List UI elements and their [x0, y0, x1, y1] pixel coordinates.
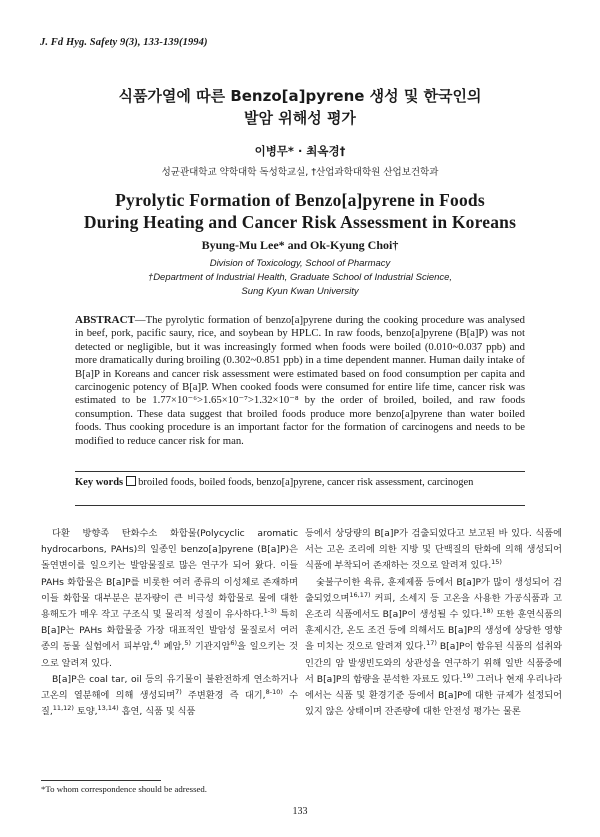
body-text: 그러나 현재 우리나라에서는 식품 및 환경기준 등에서 B[a]P에 대한 규제가 설정되어 있지 않은 상태이며 잔존량에 대한 안전성 평가는 물론	[305, 673, 562, 718]
body-text: 등에서 상당량의 B[a]P가 검출되었다고 보고된 바 있다. 식품에서는 고온 조리에 의한 지방 및 단백질의 탄화에 의해 생성되어 식품에 부착되어 존재하는 것으로 알려져 있다.	[305, 528, 562, 572]
reference-marker: 5)	[184, 639, 191, 648]
body-column-right	[305, 526, 562, 720]
body-text: 폐암,	[159, 641, 185, 653]
body-text: 커피, 소세지 등 고온을 사용한 가공식품과 고온조리 식품에서도 B[a]P이 생성될 수 있다.	[305, 592, 562, 621]
keywords-top-rule	[75, 471, 525, 472]
body-text: 토양,	[73, 706, 98, 718]
body-paragraph	[41, 672, 298, 721]
korean-title-line2: 발암 위해성 평가	[244, 109, 356, 127]
reference-marker: 8-10)	[265, 688, 283, 697]
reference-marker: 1-3)	[263, 607, 277, 616]
body-paragraph	[305, 575, 562, 721]
body-text: 또한 훈연식품의 훈제시간, 온도 조건 등에 의해서도 B[a]P의 생성에 상당한 영향을 미치는 것으로 알려져 있다.	[305, 609, 563, 653]
english-title-line2: During Heating and Cancer Risk Assessment in Koreans	[83, 212, 517, 232]
reference-marker: 4)	[153, 639, 160, 648]
english-authors: Byung-Mu Lee* and Ok-Kyung Choi†	[201, 238, 399, 252]
checkbox-square-icon	[126, 476, 136, 486]
body-text: 숯불구이한 육류, 훈제제품 등에서 B[a]P가 많이 생성되어 검출되었으며	[305, 576, 562, 604]
page-number: 133	[292, 806, 308, 817]
english-affiliation-line2: †Department of Industrial Health, Graduate School of Industrial Science,	[147, 272, 453, 283]
body-text: 주변환경 즉 대기,	[181, 690, 266, 702]
reference-marker: 11,12)	[52, 704, 74, 713]
body-text: B[a]P이 함유된 식품의 섭취와 인간의 암 발생빈도와의 상관성을 연구하기 위해 일반 식품중에서 B[a]P의 함량을 분석한 자료도 있다.	[305, 641, 562, 685]
footnote: *To whom correspondence should be adressed.	[41, 784, 207, 794]
keywords	[75, 476, 525, 490]
english-affiliation-line3: Sung Kyun Kwan University	[241, 286, 359, 297]
journal-reference: J. Fd Hyg. Safety 9(3), 133-139(1994)	[40, 37, 208, 48]
body-text: 흡연, 식품 및 식품	[118, 706, 196, 718]
abstract-heading: ABSTRACT	[75, 314, 135, 326]
english-affiliation-line1: Division of Toxicology, School of Pharmacy	[209, 258, 391, 269]
english-title-line1: Pyrolytic Formation of Benzo[a]pyrene in Foods	[115, 190, 485, 210]
body-text: 수질,	[41, 690, 299, 718]
korean-authors: 이병무* · 최옥경†	[254, 144, 346, 158]
keywords-label: Key words	[75, 477, 124, 488]
body-text: 기관지암	[191, 641, 231, 653]
reference-marker: 15)	[491, 558, 502, 567]
korean-title-line1: 식품가열에 따른 Benzo[a]pyrene 생성 및 한국인의	[118, 87, 482, 105]
abstract	[75, 314, 525, 448]
keywords-text: broiled foods, boiled foods, benzo[a]pyrene, cancer risk assessment, carcinogen	[138, 477, 474, 488]
body-paragraph	[41, 526, 298, 672]
reference-marker: 6)	[230, 639, 238, 648]
body-text: 을 일으키는 것으로 알려져 있다.	[41, 641, 298, 669]
body-text: B[a]P은 coal tar, oil 등의 유기물이 불완전하게 연소하거나 고온의 열분해에 의해 생성되며	[41, 673, 298, 702]
reference-marker: 16,17)	[349, 590, 371, 599]
body-column-left	[41, 526, 298, 720]
reference-marker: 17)	[426, 639, 437, 648]
reference-marker: 18)	[482, 607, 494, 616]
footnote-rule	[41, 780, 161, 781]
body-text: 다환 방향족 탄화수소 화합물(Polycyclic aromatic hydrocarbons, PAHs)의 일종인 benzo[a]pyrene (B[a]P)은 돌연변이를 일으키는 발암물질로 많은 연구가 되어 왔다. 이들 PAHs 화합물은 B[a]P를 비롯한 여러 종류의 이성체로 존재하며 이들 화합물 대부분은 분자량이 큰 비극성 화합물로 물에 대한 용해도가 매우 작고 구조식 및 물리적 성질이 유사하다.	[41, 528, 298, 621]
reference-marker: 19)	[462, 671, 474, 680]
body-text: 특히 B[a]P는 PAHs 화합물중 가장 대표적인 발암성 물질로서 여러 종의 동물 실험에서 피부암,	[41, 609, 299, 653]
korean-affiliation: 성균관대학교 약학대학 독성학교실, †산업과학대학원 산업보건학과	[161, 167, 439, 178]
keywords-bottom-rule	[75, 505, 525, 506]
abstract-text: —The pyrolytic formation of benzo[a]pyrene during the cooking procedure was analysed in beef, pork, pacific saury, rice, and soybean by HPLC. In raw foods, benzo[a]pyrene (B[a]P) was not detected or negligible, but it was increasingly formed when foods were boiled (0.010~0.037 ppb) and more dramatically during broiling (0.302~0.851 ppb) in a time dependent manner. Human daily intake of B[a]P in Koreans and cancer risk assessment were estimated based on food consumption per capita and carcinogenic potency of B[a]P. When cooked foods were consumed for entire life time, cancer risk was estimated to be 1.77×10⁻⁶>1.65×10⁻⁷>1.32×10⁻⁸ by the order of broiled, boiled, and raw foods consumption. These data suggest that broiled foods produce more benzo[a]pyrene than water boiled foods. Thus cooking procedure is an important factor for the formation of carcinogens and needs to be modified to reduce cancer risk for man.	[75, 314, 525, 447]
body-paragraph	[305, 526, 562, 575]
reference-marker: 13,14)	[97, 704, 119, 713]
reference-marker: 7)	[175, 688, 182, 697]
